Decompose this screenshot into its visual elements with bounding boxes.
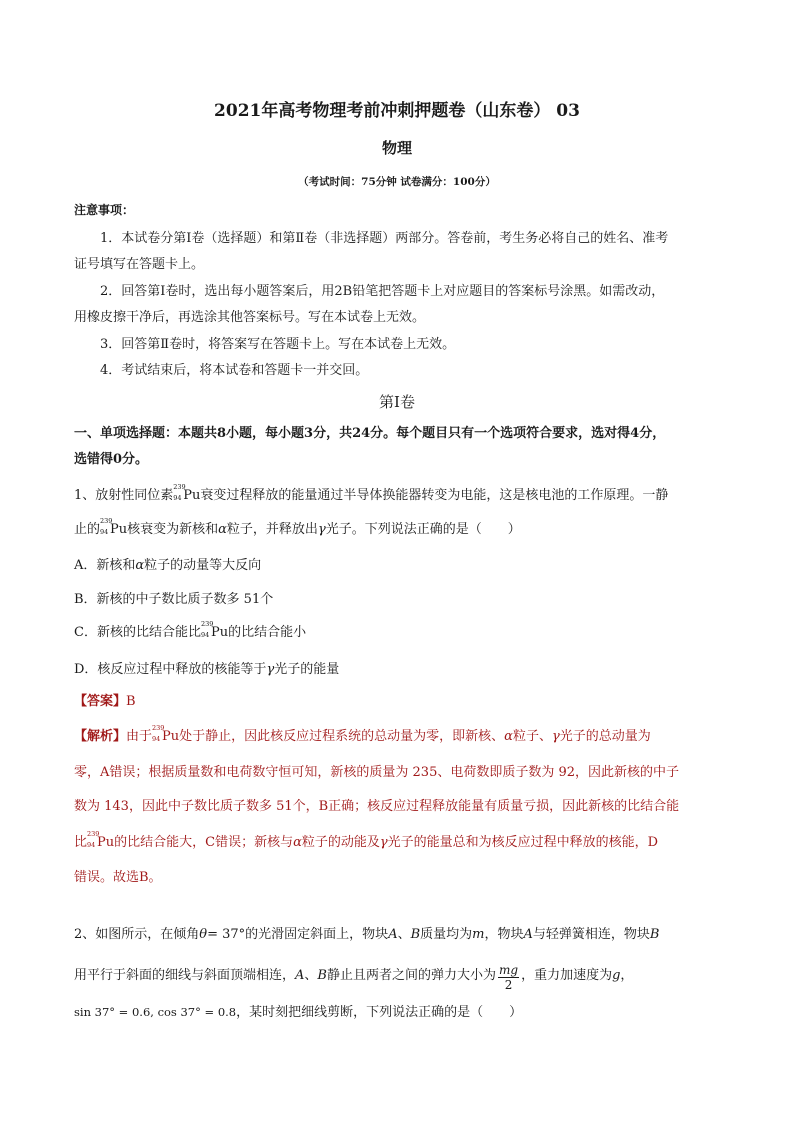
block-b-label: B	[317, 968, 327, 983]
q1-explanation-line-4	[74, 830, 659, 852]
block-a-label: A	[295, 968, 305, 983]
notice-item-4: 4．考试结束后，将本试卷和答题卡一并交回。	[100, 363, 369, 378]
gamma-symbol: γ	[317, 522, 326, 537]
q1-explanation-line-5: 错误。故选B。	[74, 870, 162, 885]
exam-meta: （考试时间：75分钟 试卷满分：100分）	[298, 176, 496, 188]
atomic-number: 94	[87, 841, 96, 849]
trig-values: sin 37° = 0.6, cos 37° = 0.8	[74, 1005, 237, 1019]
block-b-label: B	[410, 927, 421, 942]
option-text: C．新核的比结合能比	[74, 625, 201, 640]
answer-value: B	[126, 694, 136, 709]
mass-number: 239	[87, 830, 100, 838]
q1-option-b: B．新核的中子数比质子数多 51个	[74, 592, 274, 607]
q2-stem-line-3	[74, 1003, 522, 1022]
q2-text: ，某时刻把细线剪断，下列说法正确的是（ ）	[236, 1005, 523, 1020]
explanation-text: 光子的总动量为	[559, 729, 651, 744]
alpha-symbol: α	[293, 835, 302, 850]
explanation-text: 光子的能量总和为核反应过程中释放的核能，D	[387, 835, 659, 850]
explanation-text: 粒子的动能及	[301, 835, 380, 850]
q1-answer	[74, 693, 136, 711]
q2-text: ，重力加速度为	[521, 968, 613, 983]
explanation-text: 比	[74, 835, 88, 850]
q1-stem-line-1	[74, 483, 669, 505]
nuclide-symbol	[173, 483, 186, 502]
atomic-number: 94	[152, 735, 161, 743]
q1-option-a	[74, 557, 261, 575]
gravity-symbol: g	[612, 968, 621, 983]
explanation-text: Pu的比结合能大，C错误；新核与	[97, 835, 294, 850]
option-text: Pu的比结合能小	[210, 625, 307, 640]
explanation-text: 粒子、	[512, 729, 552, 744]
section-heading: 第Ⅰ卷	[379, 393, 415, 411]
q2-text: 2、如图所示，在倾角	[74, 927, 200, 942]
atomic-number: 94	[100, 528, 109, 536]
nuclide-symbol	[152, 724, 165, 743]
notice-item-1: 1．本试卷分第Ⅰ卷（选择题）和第Ⅱ卷（非选择题）两部分。答卷前，考生务必将自己的姓名、准考	[100, 231, 669, 246]
explanation-text: Pu处于静止，因此核反应过程系统的总动量为零，即新核、	[162, 729, 505, 744]
answer-tag: 【答案】	[74, 694, 127, 709]
nuclide-symbol	[200, 620, 214, 639]
block-a-label: A	[388, 927, 398, 942]
notice-item-2: 2．回答第Ⅰ卷时，选出每小题答案后，用2B铅笔把答题卡上对应题目的答案标号涂黑。如需改动，	[100, 284, 665, 299]
alpha-symbol: α	[218, 522, 227, 537]
q1-text: 粒子，并释放出	[226, 522, 318, 537]
option-text: A．新核和	[74, 558, 136, 573]
mass-number: 239	[152, 724, 165, 732]
theta-symbol: θ	[199, 927, 208, 942]
q1-text: 1、放射性同位素	[74, 488, 174, 503]
notice-item-1-cont: 证号填写在答题卡上。	[74, 257, 205, 272]
nuclide-symbol	[100, 517, 113, 536]
q1-explanation-line-2: 零，A错误；根据质量数和电荷数守恒可知，新核的质量为 235、电荷数即质子数为 92，因此新核的中子	[74, 765, 680, 780]
mass-number: 239	[173, 483, 186, 491]
q2-text: ，	[620, 968, 634, 983]
mass-number: 239	[100, 517, 113, 525]
q1-text: 光子。下列说法正确的是（ ）	[325, 522, 521, 537]
option-text: 粒子的动量等大反向	[144, 558, 262, 573]
q1-explanation-line-1	[74, 724, 651, 746]
block-b-label: B	[649, 927, 660, 942]
q1-option-d	[74, 661, 339, 679]
mass-symbol: m	[472, 927, 485, 942]
gamma-symbol: γ	[379, 835, 388, 850]
fraction-denominator: 2	[504, 978, 513, 992]
atomic-number: 94	[173, 494, 182, 502]
atomic-number: 94	[200, 631, 210, 639]
q2-text: 、	[397, 927, 411, 942]
notice-heading: 注意事项：	[74, 203, 135, 217]
nuclide-symbol	[87, 830, 100, 849]
alpha-symbol: α	[135, 558, 145, 573]
explanation-tag: 【解析】	[74, 729, 127, 744]
block-a-label: A	[523, 927, 533, 942]
explanation-text: 由于	[126, 729, 153, 744]
gamma-symbol: γ	[551, 729, 560, 744]
fraction-mg-over-2	[498, 963, 519, 992]
mass-number: 239	[200, 620, 214, 628]
q1-text: 止的	[74, 522, 101, 537]
q2-text: 质量均为	[420, 927, 473, 942]
q1-option-c	[74, 620, 307, 642]
q2-text: 与轻弹簧相连，物块	[532, 927, 650, 942]
subject-heading: 物理	[381, 139, 412, 157]
fraction-numerator: mg	[499, 963, 519, 977]
q2-text: 、	[304, 968, 318, 983]
page-title: 2021年高考物理考前冲刺押题卷（山东卷） 03	[214, 101, 580, 121]
q1-text: Pu衰变过程释放的能量通过半导体换能器转变为电能，这是核电池的工作原理。一静	[183, 488, 669, 503]
q2-text: 静止且两者之间的弹力大小为	[326, 968, 496, 983]
section-instructions-cont: 选错得0分。	[74, 452, 149, 467]
alpha-symbol: α	[504, 729, 513, 744]
q2-text: ，物块	[484, 927, 524, 942]
gamma-symbol: γ	[266, 662, 275, 677]
section-instructions: 一、单项选择题：本题共8小题，每小题3分，共24分。每个题目只有一个选项符合要求，选对得4分，	[74, 426, 666, 441]
q2-stem-line-1	[74, 926, 659, 944]
q2-text: 用平行于斜面的细线与斜面顶端相连，	[74, 968, 296, 983]
option-text: 光子的能量	[274, 662, 340, 677]
option-text: D．核反应过程中释放的核能等于	[74, 662, 267, 677]
q1-explanation-line-3: 数为 143，因此中子数比质子数多 51个，B正确；核反应过程释放能量有质量亏损，因此新核的比结合能	[74, 799, 680, 814]
q2-text: = 37°的光滑固定斜面上，物块	[207, 927, 389, 942]
q1-stem-line-2	[74, 517, 521, 539]
q2-stem-line-2	[74, 963, 633, 992]
notice-item-2-cont: 用橡皮擦干净后，再选涂其他答案标号。写在本试卷上无效。	[74, 310, 426, 325]
q1-text: Pu核衰变为新核和	[110, 522, 219, 537]
notice-item-3: 3．回答第Ⅱ卷时，将答案写在答题卡上。写在本试卷上无效。	[100, 337, 456, 352]
